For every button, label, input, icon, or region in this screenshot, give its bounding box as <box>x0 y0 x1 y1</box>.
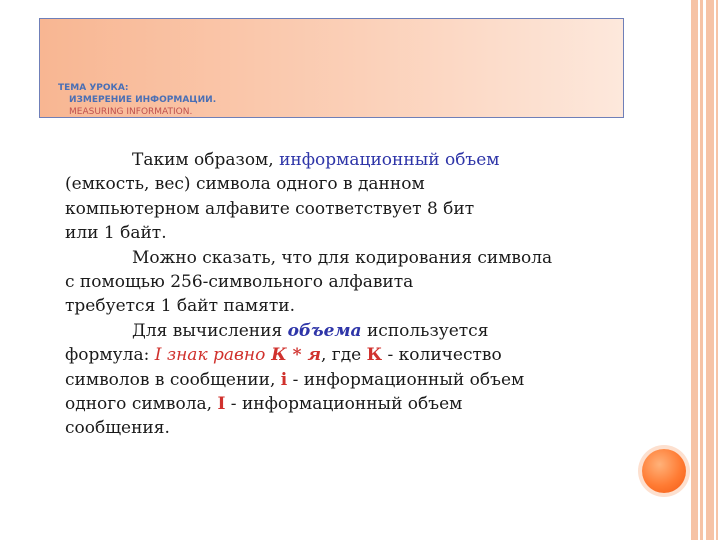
text-line <box>65 368 625 392</box>
formula-var: К <box>366 345 383 366</box>
decor-stripe <box>700 0 703 540</box>
decor-stripe <box>716 0 718 540</box>
text-span: - информационный объем <box>225 394 463 415</box>
text-line: с помощью 256-символьного алфавита <box>65 272 414 293</box>
title-line-2: ИЗМЕРЕНИЕ ИНФОРМАЦИИ. <box>69 95 217 105</box>
text-span: , где <box>320 345 367 366</box>
title-banner <box>39 18 624 118</box>
text-span: Таким образом, <box>132 150 280 170</box>
text-span: формула: <box>65 345 155 366</box>
text-line <box>65 343 625 367</box>
highlight-term: объема <box>287 320 362 341</box>
text-span: одного символа, <box>65 394 218 415</box>
text-line: (емкость, вес) символа одного в данном <box>65 174 425 195</box>
title-line-1: ТЕМА УРОКА: <box>58 83 129 93</box>
text-line <box>65 319 625 343</box>
text-line: Можно сказать, что для кодирования символа <box>132 247 553 268</box>
decor-stripe <box>706 0 714 540</box>
text-line: компьютерном алфавите соответствует 8 бит <box>65 198 475 219</box>
text-span: символов в сообщении, <box>65 369 281 390</box>
formula-var: i <box>280 369 288 390</box>
body-text <box>65 148 625 441</box>
text-span: - информационный объем <box>287 369 525 390</box>
title-line-3: MEASURING INFORMATION. <box>69 107 193 117</box>
decor-circle <box>642 449 686 493</box>
text-span: Для вычисления <box>132 320 288 341</box>
text-line: сообщения. <box>65 418 170 439</box>
text-line <box>65 148 625 172</box>
text-line: или 1 байт. <box>65 223 167 244</box>
slide-title <box>58 82 216 118</box>
highlight-term: информационный объем <box>279 150 500 170</box>
text-span: - количество <box>382 345 502 366</box>
formula-part: I знак равно <box>154 345 266 366</box>
text-line: требуется 1 байт памяти. <box>65 296 295 317</box>
formula-part: К * я <box>265 345 321 366</box>
text-span: используется <box>361 320 489 341</box>
decor-stripe <box>691 0 698 540</box>
text-line <box>65 392 625 416</box>
formula-var: I <box>217 394 226 415</box>
